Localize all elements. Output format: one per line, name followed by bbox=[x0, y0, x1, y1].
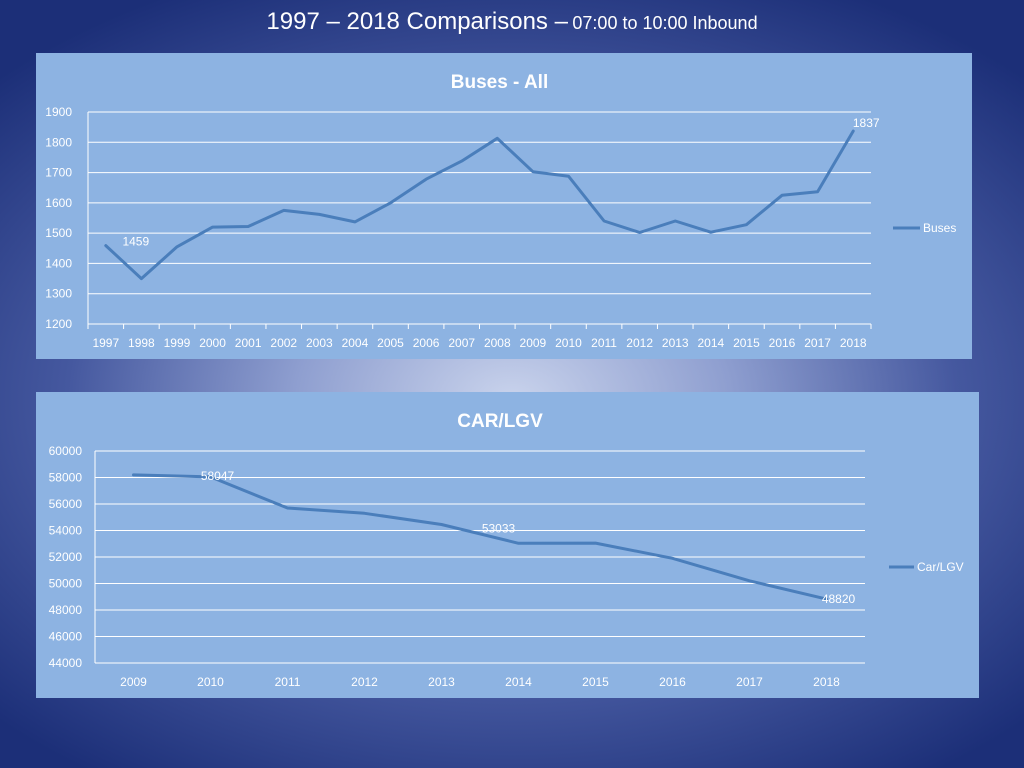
car-lgv-y-tick-label: 60000 bbox=[48, 444, 82, 458]
buses-x-tick-label: 2018 bbox=[839, 336, 867, 350]
car-lgv-y-tick-label: 56000 bbox=[48, 497, 82, 511]
car-lgv-x-tick-label: 2016 bbox=[659, 675, 686, 689]
buses-x-tick-label: 2005 bbox=[377, 336, 404, 350]
buses-y-tick-label: 1600 bbox=[45, 195, 72, 210]
car-lgv-data-label: 48820 bbox=[821, 592, 856, 607]
buses-x-tick-label: 1997 bbox=[92, 336, 120, 350]
buses-x-tick-label: 1998 bbox=[128, 336, 155, 350]
car-lgv-x-tick-label: 2017 bbox=[736, 675, 763, 689]
buses-chart-panel bbox=[36, 53, 972, 359]
buses-x-tick-label: 2011 bbox=[591, 336, 617, 350]
buses-x-tick-label: 2003 bbox=[305, 336, 333, 350]
car-lgv-chart-panel bbox=[36, 392, 979, 698]
buses-x-tick-label: 2013 bbox=[661, 336, 689, 350]
car-lgv-y-tick-label: 44000 bbox=[48, 656, 82, 670]
car-lgv-x-tick-label: 2009 bbox=[120, 675, 147, 689]
buses-x-tick-label: 2002 bbox=[270, 336, 298, 350]
buses-x-tick-label: 2007 bbox=[448, 336, 476, 350]
car-lgv-chart-title: CAR/LGV bbox=[457, 411, 543, 432]
buses-chart-title: Buses - All bbox=[450, 72, 549, 93]
buses-x-tick-label: 2012 bbox=[626, 336, 654, 350]
buses-chart bbox=[36, 53, 972, 359]
buses-y-tick-label: 1400 bbox=[45, 256, 72, 271]
car-lgv-x-tick-label: 2015 bbox=[582, 675, 609, 689]
car-lgv-x-tick-label: 2014 bbox=[505, 675, 532, 689]
car-lgv-data-label: 53033 bbox=[481, 521, 516, 536]
car-lgv-y-tick-label: 52000 bbox=[48, 550, 82, 564]
buses-x-tick-label: 2008 bbox=[483, 336, 511, 350]
buses-data-label: 1459 bbox=[122, 234, 150, 249]
car-lgv-y-tick-label: 54000 bbox=[48, 523, 82, 538]
car-lgv-x-tick-label: 2011 bbox=[274, 675, 301, 689]
car-lgv-x-tick-label: 2018 bbox=[813, 675, 840, 689]
car-lgv-series-line bbox=[134, 475, 827, 599]
buses-y-tick-label: 1900 bbox=[45, 105, 72, 119]
car-lgv-data-label: 58047 bbox=[200, 468, 235, 483]
buses-y-tick-label: 1200 bbox=[45, 317, 72, 331]
buses-x-tick-label: 2004 bbox=[341, 336, 369, 350]
buses-data-label: 1837 bbox=[852, 116, 880, 131]
buses-x-tick-label: 2015 bbox=[733, 336, 760, 350]
buses-y-tick-label: 1500 bbox=[45, 226, 72, 241]
car-lgv-y-tick-label: 50000 bbox=[48, 576, 82, 591]
buses-series-line bbox=[106, 131, 853, 279]
buses-x-tick-label: 2000 bbox=[199, 336, 226, 350]
car-lgv-y-tick-label: 58000 bbox=[48, 470, 82, 485]
buses-x-tick-label: 2010 bbox=[555, 336, 582, 350]
buses-x-tick-label: 1999 bbox=[163, 336, 191, 350]
car-lgv-legend-label: Car/LGV bbox=[917, 560, 964, 574]
buses-y-tick-label: 1300 bbox=[45, 286, 72, 301]
slide-title-main: 1997 – 2018 Comparisons – bbox=[266, 8, 568, 35]
car-lgv-y-tick-label: 48000 bbox=[48, 603, 82, 617]
buses-legend-label: Buses bbox=[923, 221, 957, 235]
car-lgv-x-tick-label: 2010 bbox=[197, 675, 224, 689]
slide-title bbox=[0, 8, 1024, 36]
buses-x-tick-label: 2014 bbox=[697, 336, 725, 350]
buses-y-tick-label: 1700 bbox=[45, 165, 72, 180]
car-lgv-x-tick-label: 2013 bbox=[428, 675, 455, 689]
car-lgv-chart bbox=[36, 392, 979, 698]
buses-x-tick-label: 2017 bbox=[804, 336, 831, 350]
buses-x-tick-label: 2009 bbox=[519, 336, 547, 350]
buses-x-tick-label: 2016 bbox=[768, 336, 796, 350]
buses-y-tick-label: 1800 bbox=[45, 135, 72, 150]
car-lgv-x-tick-label: 2012 bbox=[351, 675, 378, 689]
buses-x-tick-label: 2001 bbox=[234, 336, 262, 350]
slide-title-sub: 07:00 to 10:00 Inbound bbox=[572, 13, 758, 33]
car-lgv-y-tick-label: 46000 bbox=[48, 629, 82, 644]
buses-x-tick-label: 2006 bbox=[412, 336, 440, 350]
